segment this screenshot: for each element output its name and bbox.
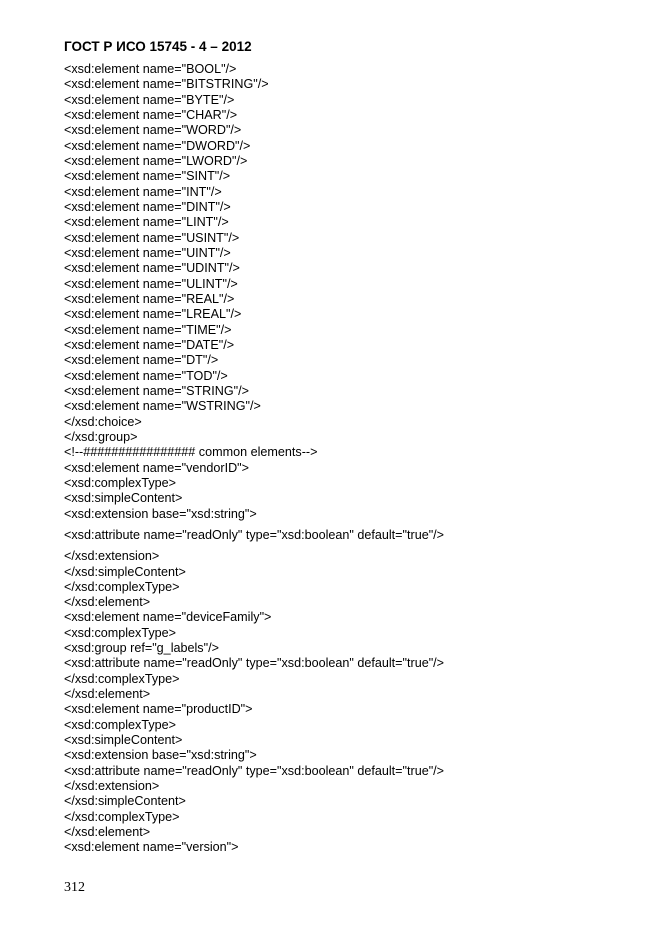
code-line: </xsd:complexType>: [64, 809, 180, 824]
code-line: <xsd:attribute name="readOnly" type="xsd:boolean" default="true"/>: [64, 656, 445, 671]
code-line: <xsd:element name="CHAR"/>: [64, 107, 238, 122]
code-line: <xsd:element name="LINT"/>: [64, 215, 229, 230]
code-line: <xsd:simpleContent>: [64, 733, 183, 748]
code-line: </xsd:extension>: [64, 549, 160, 564]
xsd-code-listing: [64, 62, 444, 856]
code-line: <xsd:element name="ULINT"/>: [64, 276, 238, 291]
code-line: </xsd:extension>: [64, 779, 160, 794]
code-line: <xsd:element name="LREAL"/>: [64, 307, 242, 322]
code-line: <xsd:element name="BITSTRING"/>: [64, 77, 269, 92]
code-line: <xsd:element name="SINT"/>: [64, 169, 231, 184]
code-line: <xsd:extension base="xsd:string">: [64, 748, 257, 763]
code-line: <xsd:complexType>: [64, 625, 177, 640]
code-line: <xsd:element name="TOD"/>: [64, 368, 228, 383]
code-line: <!--################ common elements-->: [64, 445, 318, 460]
code-line: <xsd:element name="USINT"/>: [64, 230, 240, 245]
code-line: <xsd:element name="DT"/>: [64, 353, 219, 368]
code-line: <xsd:element name="productID">: [64, 702, 253, 717]
code-line: <xsd:element name="UDINT"/>: [64, 261, 240, 276]
code-line: </xsd:group>: [64, 429, 138, 444]
code-line: <xsd:simpleContent>: [64, 491, 183, 506]
code-line: <xsd:element name="DATE"/>: [64, 337, 235, 352]
code-line: <xsd:element name="BYTE"/>: [64, 92, 235, 107]
code-line: <xsd:element name="STRING"/>: [64, 383, 249, 398]
code-line: <xsd:element name="TIME"/>: [64, 322, 232, 337]
code-line: </xsd:element>: [64, 687, 151, 702]
code-line: </xsd:complexType>: [64, 579, 180, 594]
code-line: </xsd:simpleContent>: [64, 564, 186, 579]
code-line: <xsd:element name="WSTRING"/>: [64, 399, 261, 414]
code-line: <xsd:element name="WORD"/>: [64, 123, 242, 138]
code-line: <xsd:element name="BOOL"/>: [64, 62, 237, 76]
code-line: </xsd:simpleContent>: [64, 794, 186, 809]
code-line: <xsd:element name="vendorID">: [64, 460, 250, 475]
document-header: ГОСТ Р ИСО 15745 - 4 – 2012: [64, 39, 252, 54]
code-line: <xsd:element name="DINT"/>: [64, 199, 231, 214]
code-line: <xsd:complexType>: [64, 475, 177, 490]
code-line: </xsd:element>: [64, 595, 151, 610]
code-line: <xsd:element name="deviceFamily">: [64, 610, 272, 625]
code-line: <xsd:complexType>: [64, 717, 177, 732]
code-line: <xsd:element name="DWORD"/>: [64, 138, 251, 153]
code-line: <xsd:element name="UINT"/>: [64, 245, 231, 260]
code-line: <xsd:element name="INT"/>: [64, 184, 222, 199]
code-line: <xsd:group ref="g_labels"/>: [64, 641, 219, 656]
code-line: <xsd:element name="version">: [64, 840, 239, 855]
code-line: <xsd:element name="LWORD"/>: [64, 153, 248, 168]
code-line: <xsd:extension base="xsd:string">: [64, 506, 257, 521]
code-line: </xsd:complexType>: [64, 671, 180, 686]
code-line: </xsd:element>: [64, 825, 151, 840]
page-number: 312: [64, 880, 85, 895]
code-line: <xsd:attribute name="readOnly" type="xsd:boolean" default="true"/>: [64, 527, 445, 542]
code-line: </xsd:choice>: [64, 414, 142, 429]
code-line: <xsd:attribute name="readOnly" type="xsd:boolean" default="true"/>: [64, 763, 445, 778]
code-line: <xsd:element name="REAL"/>: [64, 291, 235, 306]
